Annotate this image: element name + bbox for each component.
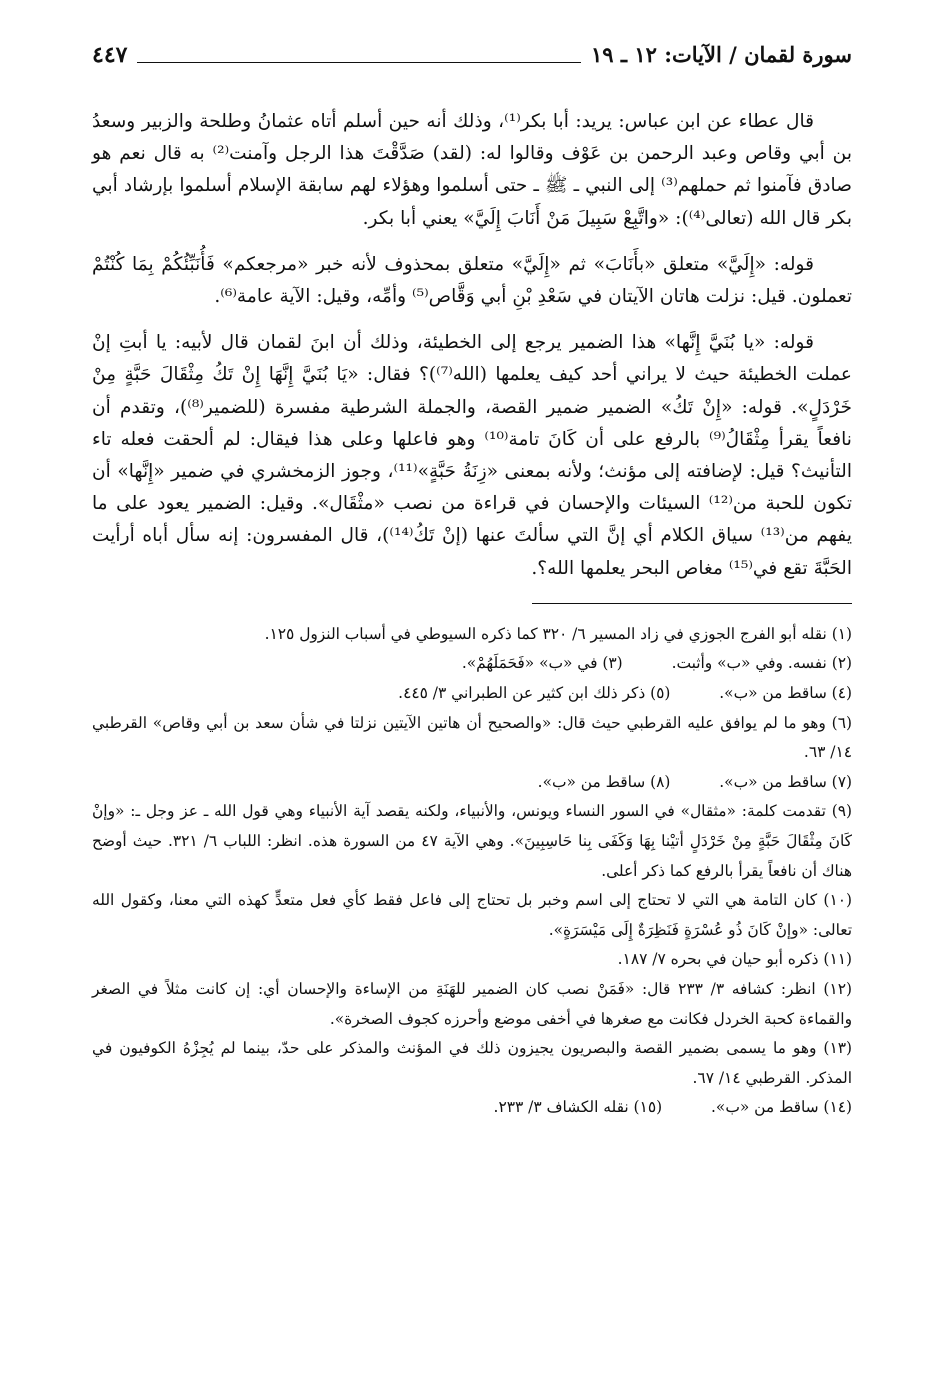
footnote-separator (532, 603, 852, 604)
running-header (92, 36, 852, 70)
page-number: ٤٤٧ (92, 42, 128, 68)
book-page (92, 36, 852, 1356)
footnote: (٧) ساقط من «ب». (٨) ساقط من «ب». (537, 772, 852, 791)
main-text (92, 106, 852, 585)
paragraph: قوله: «يا بُنَيَّ إِنَّها» هذا الضمير يرجع إلى الخطيئة، وذلك أن ابنَ لقمان قال لأبيه: يا أبتِ إنْ عملت الخطيئة حيث لا يراني أحد كيف يعلمها (الله⁽⁷⁾)؟ فقال: «يَا بُنَيَّ إِنَّهَا إِنْ تَكُ مِثْقَالَ حَبَّةٍ مِنْ خَرْدَلٍ». قوله: «إِنْ تَكُ» الضمير ضمير القصة، والجملة الشرطية مفسرة (للضمير⁽⁸⁾)، وتقدم أن نافعاً يقرأ مِثْقَالُ⁽⁹⁾ بالرفع على أن كَانَ تامة⁽¹⁰⁾ وهو فاعلها وعلى هذا فيقال: لم ألحقت فعله تاء التأنيث؟ قيل: لإضافته إلى مؤنث؛ ولأنه بمعنى «زِنَةُ حَبَّةٍ»⁽¹¹⁾، وجوز الزمخشري في ضمير «إِنَّها» أن تكون للحبة من⁽¹²⁾ السيئات والإحسان في قراءة من نصب «مثْقَال». وقيل: الضمير يعود على ما يفهم من⁽¹³⁾ سياق الكلام أي إنَّ التي سألتَ عنها (إنْ تَكُ⁽¹⁴⁾)، قال المفسرون: إنه سأل أباه أرأيت الحَبَّةَ تقع في⁽¹⁵⁾ مغاص البحر يعلمها الله؟. (92, 332, 853, 579)
footnote: (١) نقله أبو الفرج الجوزي في زاد المسير ٦/ ٣٢٠ كما ذكره السيوطي في أسباب النزول ١٢٥. (264, 624, 852, 643)
footnote: (٤) ساقط من «ب». (٥) ذكر ذلك ابن كثير عن الطبراني ٣/ ٤٤٥. (398, 684, 852, 703)
header-rule (137, 62, 581, 63)
footnote: (١٠) كان التامة هي التي لا تحتاج إلى اسم وخبر بل تحتاج إلى فاعل فقط كأي فعل متعدٍّ كهذه التي معنا، وكقول الله تعالى: «وإنْ كَانَ ذُو عُسْرَةٍ فَنَظِرَةٌ إِلَى مَيْسَرَةٍ». (92, 891, 852, 939)
running-title: سورة لقمان / الآيات: ١٢ ـ ١٩ (591, 42, 852, 67)
footnote: (٦) وهو ما لم يوافق عليه القرطبي حيث قال: «والصحيح أن هاتين الآيتين نزلتا في شأن سعد بن أبي وقاص» القرطبي ١٤/ ٦٣. (92, 713, 852, 762)
footnote: (١٣) وهو ما يسمى بضمير القصة والبصريون يجيزون ذلك في المؤنث والمذكر على حدّ، بينما لم يُجِزْهُ الكوفيون في المذكر. القرطبي ١٤/ ٦٧. (92, 1039, 852, 1087)
footnote: (٢) نفسه. وفي «ب» وأثبت. (٣) في «ب» «فَحَمَلَهُمْ». (461, 654, 852, 673)
footnote: (٩) تقدمت كلمة: «مثقال» في السور النساء ويونس، والأنبياء، ولكنه يقصد آية الأنبياء وهي قول الله ـ عز وجل ـ: «وإنْ كَانَ مِثْقَالَ حَبَّةٍ مِنْ خَرْدَلٍ أتيْنا بِهَا وَكَفَى بِنا حَاسِبِينَ». وهي الآية ٤٧ من السورة هذه. انظر: اللباب ٦/ ٣٢١. حيث أوضح هناك أن نافعاً يقرأ بالرفع كما ذكر أعلى. (92, 802, 852, 880)
footnote: (١٤) ساقط من «ب». (١٥) نقله الكشاف ٣/ ٢٣٣. (493, 1098, 852, 1117)
footnote: (١٢) انظر: كشافه ٣/ ٢٣٣ قال: «فَمَنْ نصب كان الضمير للهَنَةِ من الإساءة والإحسان أي: إن كانت مثلاً في الصغر والقماءة كحبة الخردل فكانت مع صغرها في أخفى موضع وأحرزه كجوف الصخرة». (92, 979, 852, 1028)
footnotes (92, 620, 852, 1123)
paragraph: قال عطاء عن ابن عباس: يريد: أبا بكر⁽¹⁾، وذلك أنه حين أسلم أتاه عثمانُ وطلحة والزبير وسعدُ بن أبي وقاص وعبد الرحمن بن عَوْف وقالوا له: (لقد) صَدَّقْتَ هذا الرجل وآمنت⁽²⁾ به قال نعم هو صادق فآمنوا ثم حملهم⁽³⁾ إلى النبي ـ ﷺ ـ حتى أسلموا وهؤلاء لهم سابقة الإسلام أسلموا بإرشاد أبي بكر قال الله (تعالى⁽⁴⁾): «واتَّبِعْ سَبِيلَ مَنْ أَنَابَ إِلَيَّ» يعني أبا بكر. (92, 111, 852, 229)
paragraph: قوله: «إِلَيَّ» متعلق «بأَنَابَ» ثم «إِلَيَّ» متعلق بمحذوف لأنه خبر «مرجعكم» فَأُنَبِّئُكُمْ بِمَا كُنْتُمْ تعملون. قيل: نزلت هاتان الآيتان في سَعْدِ بْنِ أبي وَقَّاص⁽⁵⁾ وأمِّه، وقيل: الآية عامة⁽⁶⁾. (92, 253, 852, 308)
footnote: (١١) ذكره أبو حيان في بحره ٧/ ١٨٧. (617, 950, 852, 969)
